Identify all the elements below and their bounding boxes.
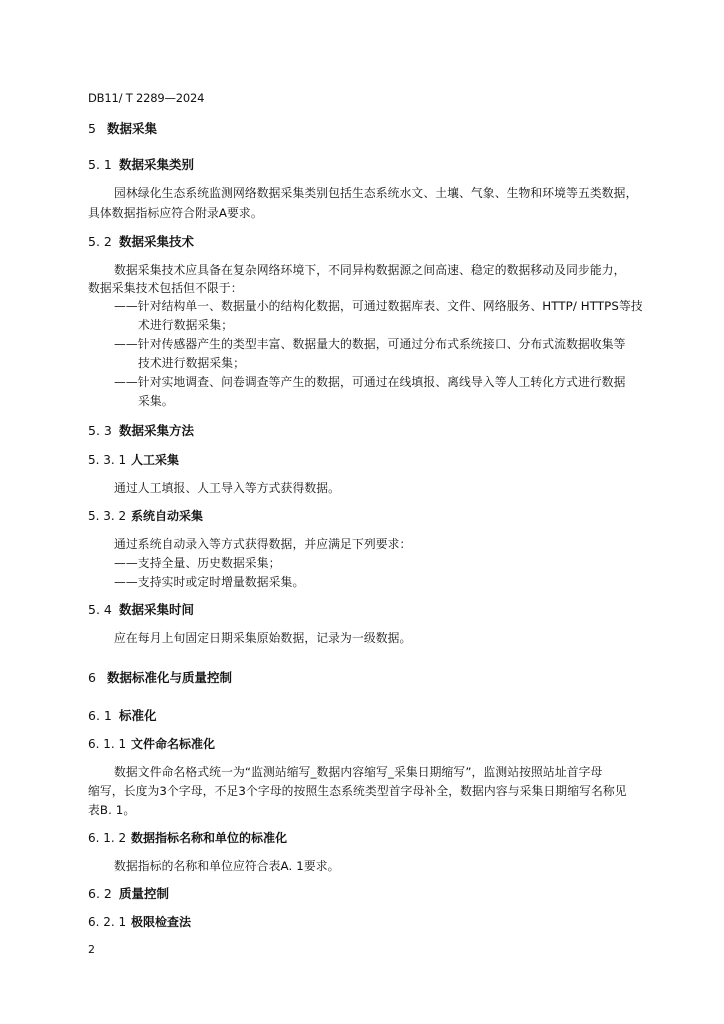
section-title: 数据标准化与质量控制 [107,670,233,685]
section-number: 5. 3. 1 [88,453,127,467]
paragraph-line: 具体数据指标应符合附录A要求。 [88,206,263,220]
bullet-line: ——针对结构单一、数据量小的结构化数据，可通过数据库表、文件、网络服务、HTTP/ HTTPS等技 [114,299,643,313]
section-number: 5. 3 [88,423,112,438]
section-6-heading [88,670,232,686]
section-6-1-heading [88,708,157,724]
section-6-2-heading [88,886,169,902]
section-number: 6. 1. 2 [88,831,127,845]
section-title: 系统自动采集 [131,509,204,523]
paragraph-line: 应在每月上旬固定日期采集原始数据，记录为一级数据。 [114,631,412,645]
section-title: 文件命名标准化 [131,737,216,751]
paragraph-line: 通过系统自动录入等方式获得数据，并应满足下列要求： [114,537,412,551]
paragraph-line: 数据采集技术包括但不限于： [88,281,243,295]
section-title: 质量控制 [119,886,170,901]
paragraph-line: 缩写，长度为3个字母，不足3个字母的按照生态系统类型首字母补全，数据内容与采集日期缩写名称见 [88,784,627,798]
section-title: 数据采集方法 [119,423,195,438]
section-5-4-heading [88,602,194,618]
section-title: 极限检查法 [131,915,192,929]
paragraph-line: 数据采集技术应具备在复杂网络环境下，不同异构数据源之间高速、稳定的数据移动及同步能力， [114,263,626,277]
bullet-continuation: 采集。 [138,394,174,408]
bullet-line: ——针对传感器产生的类型丰富、数据量大的数据，可通过分布式系统接口、分布式流数据收集等 [114,337,626,351]
bullet-line: ——支持全量、历史数据采集； [114,556,281,570]
bullet-continuation: 技术进行数据采集； [138,356,246,370]
section-6-1-2-heading [88,830,287,846]
section-5-heading [88,121,157,137]
section-number: 6. 2. 1 [88,915,127,929]
section-title: 数据指标名称和单位的标准化 [131,831,288,845]
paragraph-line: 园林绿化生态系统监测网络数据采集类别包括生态系统水文、土壤、气象、生物和环境等五类数据， [114,186,638,200]
section-5-1-heading [88,157,194,173]
bullet-continuation: 术进行数据采集； [138,318,234,332]
section-6-2-1-heading [88,914,191,930]
bullet-line: ——针对实地调查、问卷调查等产生的数据，可通过在线填报、离线导入等人工转化方式进行数据 [114,375,626,389]
paragraph-line: 表B. 1。 [88,803,136,817]
section-title: 数据采集技术 [119,234,195,249]
section-number: 5 [88,121,96,136]
page-number: 2 [88,943,95,956]
section-number: 5. 1 [88,157,112,172]
section-title: 人工采集 [131,453,180,467]
section-5-2-heading [88,234,194,250]
paragraph-line: 数据文件命名格式统一为“监测站缩写_数据内容缩写_采集日期缩写”，监测站按照站址首字母 [114,765,603,779]
section-number: 5. 2 [88,234,112,249]
section-number: 6 [88,670,96,685]
section-6-1-1-heading [88,736,215,752]
paragraph-line: 数据指标的名称和单位应符合表A. 1要求。 [114,859,340,873]
section-5-3-1-heading [88,452,179,468]
section-number: 5. 3. 2 [88,509,127,523]
section-5-3-heading [88,423,194,439]
section-number: 5. 4 [88,602,112,617]
section-number: 6. 2 [88,886,112,901]
section-title: 数据采集类别 [119,157,195,172]
section-5-3-2-heading [88,508,203,524]
section-title: 数据采集时间 [119,602,195,617]
section-title: 标准化 [119,708,157,723]
section-title: 数据采集 [107,121,158,136]
bullet-line: ——支持实时或定时增量数据采集。 [114,575,305,589]
document-id-header: DB11/ T 2289—2024 [88,91,205,105]
paragraph-line: 通过人工填报、人工导入等方式获得数据。 [114,481,341,495]
section-number: 6. 1 [88,708,112,723]
section-number: 6. 1. 1 [88,737,127,751]
